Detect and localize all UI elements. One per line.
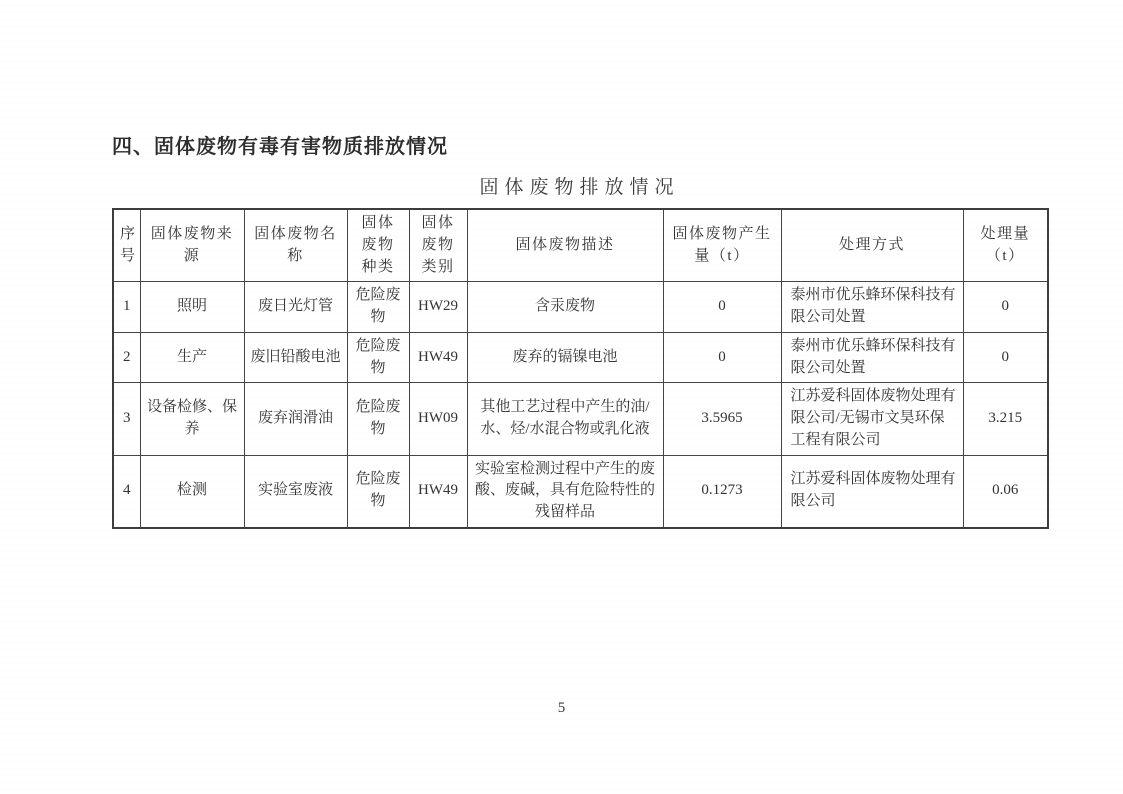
table-cell: 0 xyxy=(963,282,1048,333)
table-cell: 0 xyxy=(963,332,1048,383)
table-cell: 危险废物 xyxy=(347,383,409,455)
table-cell: 2 xyxy=(113,332,140,383)
table-cell: HW49 xyxy=(409,332,467,383)
table-cell: 0 xyxy=(663,332,781,383)
table-title: 固体废物排放情况 xyxy=(479,177,680,198)
table-cell: 含汞废物 xyxy=(467,282,663,333)
table-cell: 照明 xyxy=(140,282,244,333)
table-cell: 3.5965 xyxy=(663,383,781,455)
table-cell: 3.215 xyxy=(963,383,1048,455)
table-cell: 危险废物 xyxy=(347,282,409,333)
table-row xyxy=(113,282,1048,333)
table-cell: 废旧铅酸电池 xyxy=(244,332,347,383)
column-header: 固体废物描述 xyxy=(467,209,663,282)
table-cell: 泰州市优乐蜂环保科技有限公司处置 xyxy=(781,332,963,383)
solid-waste-table xyxy=(112,208,1049,529)
table-cell: 检测 xyxy=(140,455,244,528)
table-row xyxy=(113,383,1048,455)
table-row xyxy=(113,455,1048,528)
table-cell: HW29 xyxy=(409,282,467,333)
table-cell: 江苏爱科固体废物处理有限公司/无锡市文昊环保工程有限公司 xyxy=(781,383,963,455)
column-header: 固体废物产生量（t） xyxy=(663,209,781,282)
section-heading: 四、固体废物有毒有害物质排放情况 xyxy=(112,136,448,158)
table-cell: 3 xyxy=(113,383,140,455)
table-cell: 泰州市优乐蜂环保科技有限公司处置 xyxy=(781,282,963,333)
table-cell: 1 xyxy=(113,282,140,333)
table-cell: 4 xyxy=(113,455,140,528)
table-cell: 0 xyxy=(663,282,781,333)
table-cell: 实验室废液 xyxy=(244,455,347,528)
table-cell: 0.1273 xyxy=(663,455,781,528)
table-cell: 废弃的镉镍电池 xyxy=(467,332,663,383)
table-cell: HW49 xyxy=(409,455,467,528)
table-cell: 废日光灯管 xyxy=(244,282,347,333)
table-cell: 设备检修、保养 xyxy=(140,383,244,455)
table-header-row xyxy=(113,209,1048,282)
table-cell: 危险废物 xyxy=(347,332,409,383)
column-header: 固体废物来源 xyxy=(140,209,244,282)
table-cell: 危险废物 xyxy=(347,455,409,528)
table-cell: 其他工艺过程中产生的油/水、烃/水混合物或乳化液 xyxy=(467,383,663,455)
column-header: 序号 xyxy=(113,209,140,282)
column-header: 固体废物种类 xyxy=(347,209,409,282)
table-cell: HW09 xyxy=(409,383,467,455)
column-header: 固体废物类别 xyxy=(409,209,467,282)
column-header: 处理方式 xyxy=(781,209,963,282)
table-cell: 废弃润滑油 xyxy=(244,383,347,455)
table-row xyxy=(113,332,1048,383)
page-number: 5 xyxy=(557,700,566,716)
table-cell: 实验室检测过程中产生的废酸、废碱，具有危险特性的残留样品 xyxy=(467,455,663,528)
column-header: 处理量（t） xyxy=(963,209,1048,282)
table-cell: 江苏爱科固体废物处理有限公司 xyxy=(781,455,963,528)
column-header: 固体废物名称 xyxy=(244,209,347,282)
table-cell: 0.06 xyxy=(963,455,1048,528)
table-cell: 生产 xyxy=(140,332,244,383)
